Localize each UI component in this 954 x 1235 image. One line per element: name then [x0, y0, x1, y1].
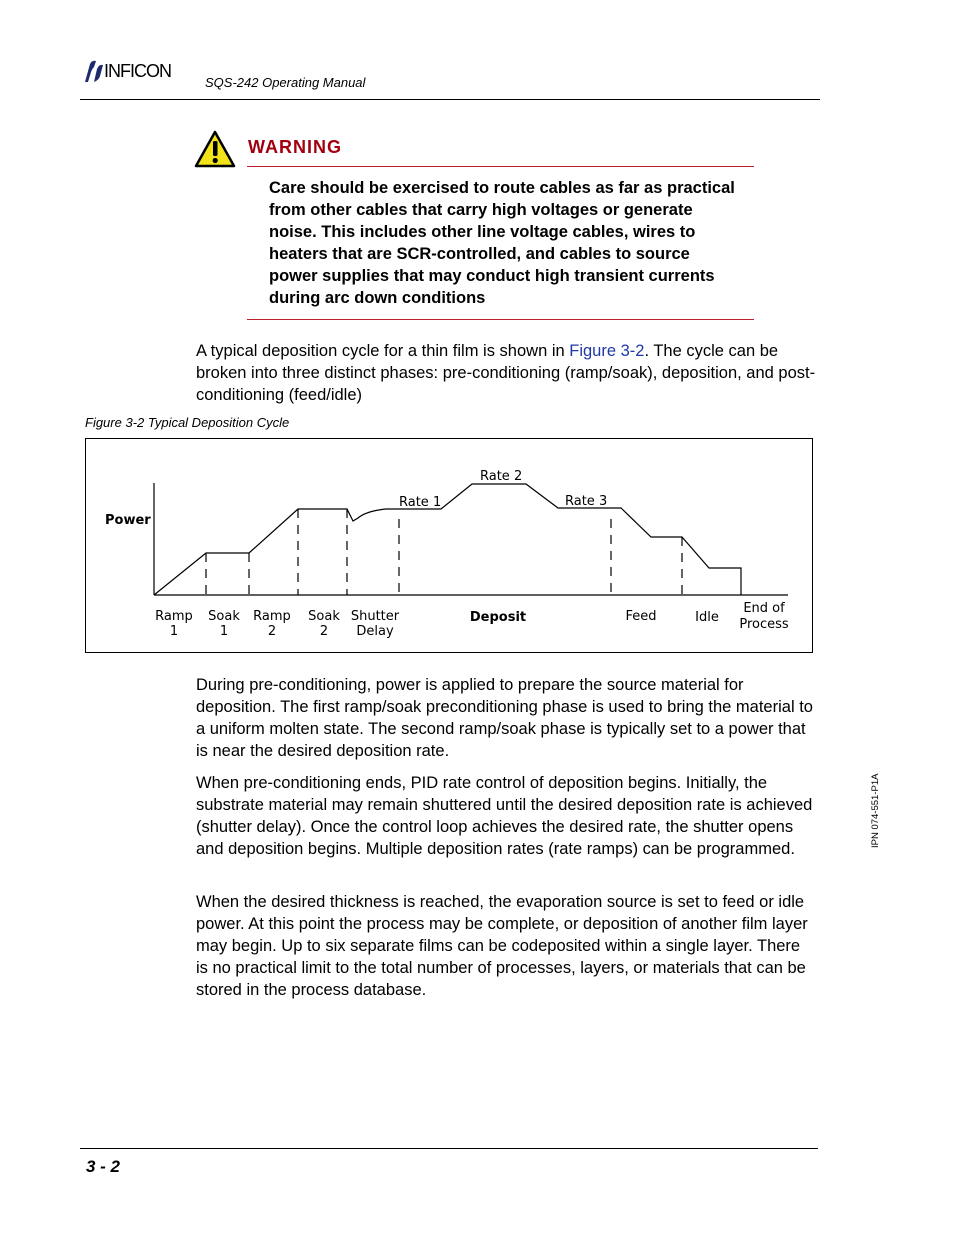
- phase-end-line1: End of: [743, 601, 785, 616]
- power-axis-label: Power: [105, 513, 151, 528]
- phase-ramp1-line1: Ramp: [155, 609, 193, 624]
- phase-ramp2-line2: 2: [267, 624, 277, 639]
- phase-ramp1-line2: 1: [169, 624, 179, 639]
- page-number: 3 - 2: [86, 1157, 121, 1176]
- side-part-number-container: [860, 770, 890, 850]
- inficon-logo: [82, 60, 197, 84]
- phase-end-line2: Process: [739, 617, 789, 632]
- phase-soak2-line1: Soak: [308, 609, 340, 624]
- inficon-logo-icon: [82, 60, 104, 84]
- phase-shutter-line1: Shutter: [350, 609, 400, 624]
- intro-paragraph: [196, 340, 816, 406]
- figure-caption: Figure 3-2 Typical Deposition Cycle: [85, 415, 290, 430]
- body-paragraph-preconditioning: During pre-conditioning, power is applied to prepare the source material for deposition. The first ramp/soak preconditioning phase is used to bring the material to a uniform molten state. The second ramp/soak phase is typically set to a power that is near the desired deposition rate.: [196, 676, 813, 760]
- phase-ramp2-line1: Ramp: [253, 609, 291, 624]
- brand-name: INFICON: [104, 61, 171, 81]
- rate-3-label: Rate 3: [565, 494, 608, 509]
- phase-soak2-line2: 2: [319, 624, 329, 639]
- body-paragraph-thickness: When the desired thickness is reached, the evaporation source is set to feed or idle power. At this point the process may be complete, or deposition of another film layer may begin. Up to six separate films can be codeposited within a single layer. There is no practical limit to the total number of processes, layers, or materials that can be stored in the process database.: [196, 893, 808, 999]
- phase-idle: Idle: [695, 610, 719, 625]
- manual-title: SQS-242 Operating Manual: [205, 75, 366, 90]
- deposition-cycle-figure: [85, 438, 813, 653]
- header-divider: [80, 99, 820, 100]
- warning-label: WARNING: [248, 137, 342, 157]
- side-part-number: IPN 074-551-P1A: [870, 773, 881, 848]
- warning-body: Care should be exercised to route cables as far as practical from other cables that carry high voltages or generate noise. This includes other line voltage cables, wires to heaters that are SCR-controlled, and cables to source power supplies that may conduct high transient currents during arc down conditions: [269, 179, 735, 307]
- body-paragraph-pid-control: When pre-conditioning ends, PID rate control of deposition begins. Initially, the substrate material may remain shuttered until the desired deposition rate is achieved (shutter delay). Once the control loop achieves the desired rate, the shutter opens and deposition begins. Multiple deposition rates (rate ramps) can be programmed.: [196, 774, 813, 858]
- phase-soak1-line2: 1: [219, 624, 229, 639]
- rate-2-label: Rate 2: [480, 469, 523, 484]
- rate-1-label: Rate 1: [399, 495, 442, 510]
- phase-feed: Feed: [625, 609, 657, 624]
- intro-text-start: A typical deposition cycle for a thin film is shown in: [196, 342, 570, 360]
- footer-divider: [80, 1148, 818, 1149]
- warning-rule-bottom: [247, 319, 754, 320]
- deposition-cycle-diagram: [86, 439, 814, 654]
- phase-soak1-line1: Soak: [208, 609, 240, 624]
- power-profile-curve: [154, 484, 741, 595]
- phase-deposit: Deposit: [469, 610, 527, 625]
- phase-shutter-line2: Delay: [356, 624, 394, 639]
- intro-text-end: . The cycle can be broken into three distinct phases: pre-conditioning (ramp/soak), deposition, and post-conditioning (feed/idle): [196, 342, 816, 404]
- warning-triangle-icon: [194, 130, 236, 168]
- warning-rule-top: [247, 166, 754, 167]
- phase-dividers: [206, 509, 682, 595]
- figure-link[interactable]: Figure 3-2: [569, 342, 645, 360]
